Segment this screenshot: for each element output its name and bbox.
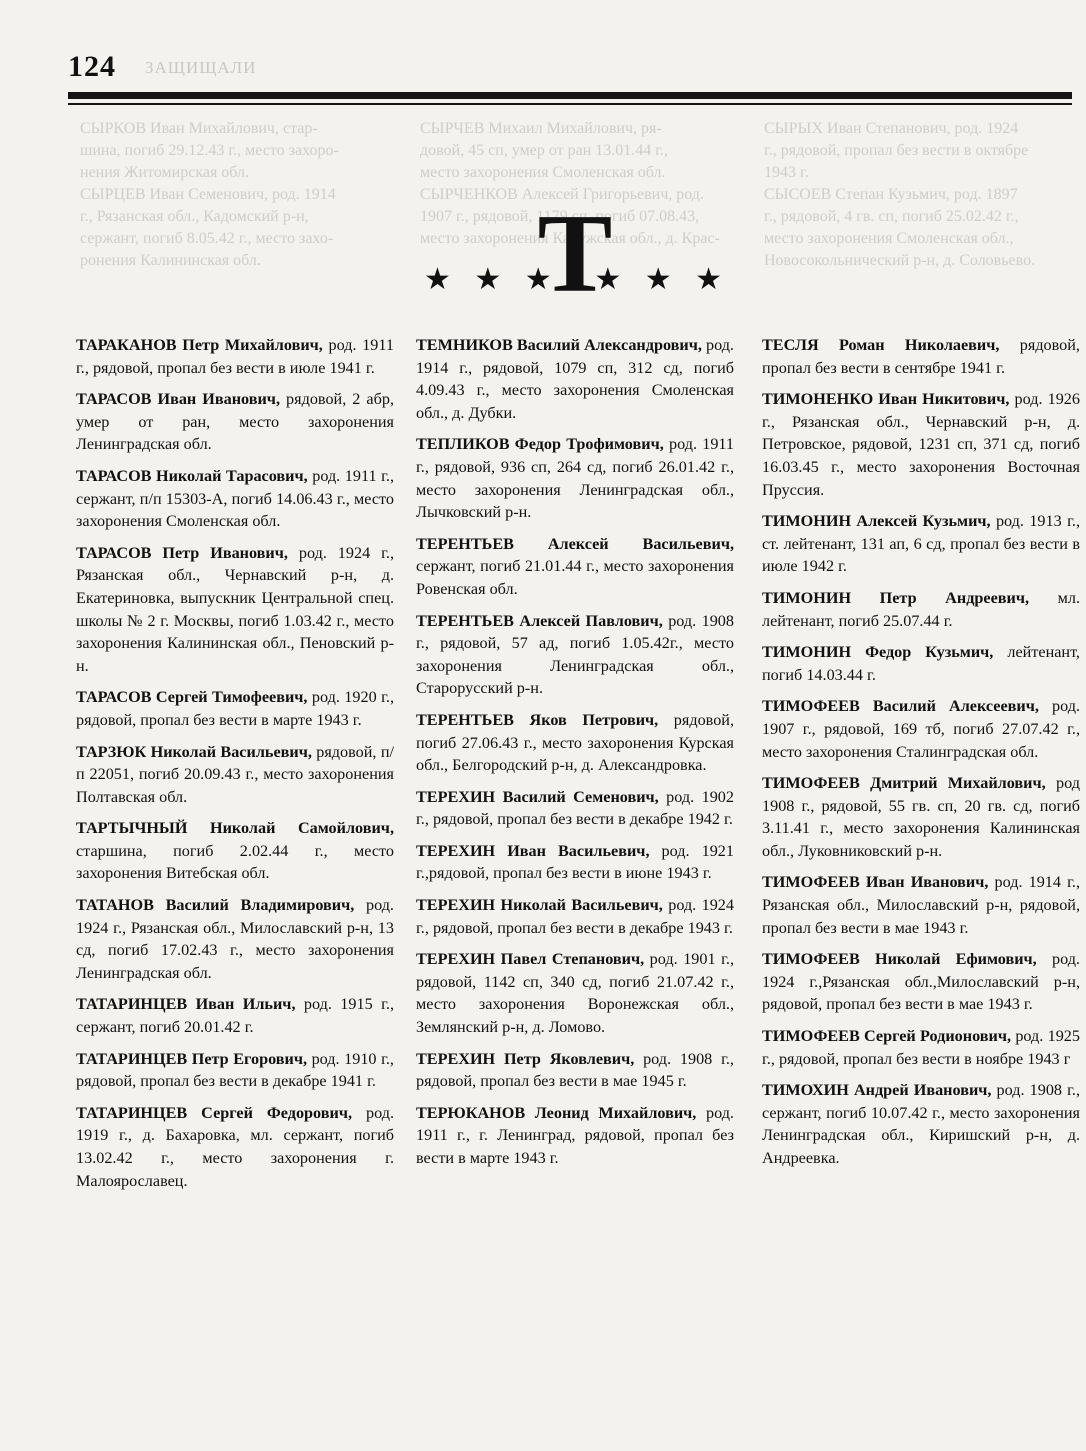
entry-name: ТАРАСОВ Николай Тарасович, bbox=[76, 466, 308, 485]
entry-name: ТЕМНИКОВ Василий Александрович, bbox=[416, 336, 702, 354]
entry-name: ТИМОФЕЕВ Николай Ефимович, bbox=[762, 950, 1037, 969]
entry-details: сержант, погиб 21.01.44 г., место захоронения Ровенская обл. bbox=[416, 557, 734, 598]
entry bbox=[762, 772, 1080, 862]
page-number: 124 bbox=[68, 50, 116, 83]
entry bbox=[416, 533, 734, 601]
entry-name: ТИМОФЕЕВ Сергей Родионович, bbox=[762, 1027, 1012, 1046]
entry-details: род. 1910 г., рядовой, пропал без вести в декабре 1941 г. bbox=[76, 1049, 394, 1091]
entry-details: род. 1924 г.,Рязанская обл.,Милославский р-н, рядовой, пропал без вести в мае 1943 г. bbox=[762, 950, 1080, 1014]
entry bbox=[76, 465, 394, 533]
entry-name: ТАТАРИНЦЕВ Сергей Федорович, bbox=[76, 1103, 352, 1122]
entry bbox=[762, 948, 1080, 1016]
entry bbox=[76, 1048, 394, 1093]
entry-details: род. 1926 г., Рязанская обл., Чернавский р-н, д. Петровское, рядовой, 1231 сп, 371 сд, погиб 16.03.45 г., место захоронения Восточная Пруссия. bbox=[762, 390, 1080, 499]
entry-details: род 1908 г., рядовой, 55 гв. сп, 20 гв. сд, погиб 3.11.41 г., место захоронения Калининская обл., Луковниковский р-н. bbox=[762, 774, 1080, 860]
entry-details: род. 1924 г., рядовой, пропал без вести в декабре 1943 г. bbox=[416, 896, 734, 937]
bleed-through-header: ЗАЩИЩАЛИ bbox=[145, 58, 257, 77]
entry-details: род. 1924 г., Рязанская обл., Чернавский р-н, д. Екатериновка, выпускник Центральной спец. школы № 2 г. Москвы, погиб 1.03.42 г., место захоронения Калининская обл., Пеновский р-н. bbox=[76, 543, 394, 675]
entry-details: рядовой, п/п 22051, погиб 20.09.43 г., место захоронения Полтавская обл. bbox=[76, 742, 394, 806]
entry-details: род. 1902 г., рядовой, пропал без вести в декабре 1942 г. bbox=[416, 787, 734, 829]
header-rule-thick bbox=[68, 92, 1072, 99]
entries-column-3 bbox=[762, 334, 1080, 1179]
entry bbox=[416, 610, 734, 700]
entry-name: ТАРАСОВ Петр Иванович, bbox=[76, 543, 288, 562]
entry bbox=[416, 894, 734, 939]
entry bbox=[76, 993, 394, 1038]
entry bbox=[416, 1102, 734, 1170]
entry-details: род. 1908 г., рядовой, 57 ад, погиб 1.05.42г., место захоронения Ленинградская обл., Старорусский р-н. bbox=[416, 611, 734, 698]
entry-name: ТЕПЛИКОВ Федор Трофимович, bbox=[416, 435, 664, 454]
entry-name: ТИМОНИН Федор Кузьмич, bbox=[762, 643, 994, 662]
entry-details: рядовой, 2 абр, умер от ран, место захоронения Ленинградская обл. bbox=[76, 390, 394, 454]
entry-name: ТИМОФЕЕВ Дмитрий Михайлович, bbox=[762, 774, 1046, 793]
section-letter: Т bbox=[537, 192, 613, 316]
bleed-through-text-col1: СЫРКОВ Иван Михайлович, стар- шина, погиб 29.12.43 г., место захоро- нения Житомирская обл. СЫРЦЕВ Иван Семенович, род. 1914 г., Рязанская обл., Кадомский р-н, сержант, погиб 8.05.42 г., место захо- ронения Калининская обл. bbox=[80, 120, 339, 269]
entry bbox=[416, 433, 734, 523]
entry-details: род. 1911 г., рядовой, пропал без вести в июле 1941 г. bbox=[76, 336, 394, 377]
entry-name: ТЕРЮКАНОВ Леонид Михайлович, bbox=[416, 1103, 697, 1122]
entry bbox=[762, 334, 1080, 379]
entry-name: ТИМОХИН Андрей Иванович, bbox=[762, 1081, 992, 1100]
entry-name: ТАРТЫЧНЫЙ Николай Самойлович, bbox=[76, 819, 394, 838]
entries-column-1 bbox=[76, 334, 394, 1201]
entry-name: ТЕРЕХИН Николай Васильевич, bbox=[416, 896, 663, 915]
entry bbox=[76, 542, 394, 678]
entry bbox=[416, 709, 734, 777]
entry-details: рядовой, погиб 27.06.43 г., место захоронения Курская обл., Белгородский р-н, д. Александровка. bbox=[416, 710, 734, 775]
entry-name: ТАТАНОВ Василий Владимирович, bbox=[76, 896, 355, 915]
entry-name: ТИМОНЕНКО Иван Никитович, bbox=[762, 390, 1010, 409]
entry-name: ТИМОФЕЕВ Василий Алексеевич, bbox=[762, 697, 1039, 716]
entry-details: род. 1915 г., сержант, погиб 20.01.42 г. bbox=[76, 995, 394, 1037]
entry-details: род. 1907 г., рядовой, 169 тб, погиб 27.07.42 г., место захоронения Сталинградская обл. bbox=[762, 697, 1080, 761]
entry bbox=[76, 388, 394, 456]
section-heading bbox=[420, 192, 730, 316]
entry-details: лейтенант, погиб 14.03.44 г. bbox=[762, 643, 1080, 684]
entry bbox=[416, 786, 734, 831]
header-rule-thin bbox=[68, 103, 1072, 105]
entry bbox=[416, 1048, 734, 1093]
entry-details: род. 1911 г., сержант, п/п 15303-А, погиб 14.06.43 г., место захоронения Смоленская обл. bbox=[76, 466, 394, 531]
entry-details: род. 1919 г., д. Бахаровка, мл. сержант, погиб 13.02.42 г., место захоронения г. Малоярославец. bbox=[76, 1103, 394, 1190]
entry bbox=[76, 334, 394, 379]
entry-name: ТЕРЕХИН Василий Семенович, bbox=[416, 787, 659, 806]
entry bbox=[416, 948, 734, 1038]
entry-name: ТЕРЕХИН Петр Яковлевич, bbox=[416, 1049, 635, 1068]
entry bbox=[762, 641, 1080, 686]
entry-name: ТЕРЕХИН Иван Васильевич, bbox=[416, 841, 650, 860]
entry bbox=[76, 817, 394, 885]
entry bbox=[76, 686, 394, 731]
entry bbox=[762, 388, 1080, 501]
entry-details: род. 1908 г., рядовой, пропал без вести в мае 1945 г. bbox=[416, 1049, 734, 1091]
entry-name: ТАТАРИНЦЕВ Иван Ильич, bbox=[76, 995, 296, 1014]
entry-name: ТАРАСОВ Сергей Тимофеевич, bbox=[76, 688, 308, 707]
entry-name: ТИМОНИН Алексей Кузьмич, bbox=[762, 512, 991, 531]
entry-name: ТЕРЕНТЬЕВ Алексей Павлович, bbox=[416, 611, 663, 630]
entry bbox=[762, 871, 1080, 939]
entry bbox=[416, 334, 734, 424]
entry bbox=[762, 1079, 1080, 1169]
entry-details: род. 1901 г., рядовой, 1142 сп, 340 сд, погиб 21.07.42 г., место захоронения Воронежская обл., Землянский р-н, д. Ломово. bbox=[416, 950, 734, 1037]
entry-details: рядовой, пропал без вести в сентябре 1941 г. bbox=[762, 336, 1080, 377]
entry bbox=[762, 587, 1080, 632]
entry-name: ТАТАРИНЦЕВ Петр Егорович, bbox=[76, 1049, 308, 1068]
entry-details: род. 1908 г., сержант, погиб 10.07.42 г., место захоронения Ленинградская обл., Киришский р-н, д. Андреевка. bbox=[762, 1081, 1080, 1167]
entry bbox=[762, 510, 1080, 578]
entry bbox=[762, 695, 1080, 763]
entry bbox=[76, 894, 394, 984]
entries-column-2 bbox=[416, 334, 734, 1179]
entry-details: род. 1911 г., рядовой, 936 сп, 264 сд, погиб 26.01.42 г., место захоронения Ленинградская обл., Лычковский р-н. bbox=[416, 435, 734, 522]
bleed-through-text-col3: СЫРЫХ Иван Степанович, род. 1924 г., рядовой, пропал без вести в октябре 1943 г. СЫСОЕВ Степан Кузьмич, род. 1897 г., рядовой, 4 гв. сп, погиб 25.02.42 г., место захоронения Смоленская обл., Новосокольнический р-н, д. Соловьево. bbox=[764, 120, 1036, 269]
entry bbox=[416, 840, 734, 885]
entry-name: ТИМОФЕЕВ Иван Иванович, bbox=[762, 873, 989, 892]
bleed-through-text-col2: СЫРЧЕВ Михаил Михайлович, ря- довой, 45 сп, умер от ран 13.01.44 г., место захоронения Смоленская обл. СЫРЧЕНКОВ Алексей Григорьевич, род. 1907 г., рядовой, 1179 сп, погиб 07.08.43, место захоронения Калужская обл., д. Крас- bbox=[420, 120, 720, 247]
entry-details: род. 1921 г.,рядовой, пропал без вести в июне 1943 г. bbox=[416, 841, 734, 883]
entry-name: ТЕРЕНТЬЕВ Яков Петрович, bbox=[416, 710, 659, 729]
entry bbox=[76, 741, 394, 809]
stars-right-ornament: ★ ★ ★ bbox=[594, 263, 730, 296]
entry-name: ТИМОНИН Петр Андреевич, bbox=[762, 588, 1030, 607]
entry-name: ТАРАСОВ Иван Иванович, bbox=[76, 390, 280, 409]
entry-details: род. 1920 г., рядовой, пропал без вести в марте 1943 г. bbox=[76, 688, 395, 729]
entry bbox=[76, 1102, 394, 1192]
stars-left-ornament: ★ ★ ★ bbox=[424, 263, 560, 296]
entry-name: ТАРАКАНОВ Петр Михайлович, bbox=[76, 336, 323, 354]
entry-details: род. 1911 г., г. Ленинград, рядовой, пропал без вести в марте 1943 г. bbox=[416, 1103, 734, 1167]
entry-name: ТАРЗЮК Николай Васильевич, bbox=[76, 742, 312, 761]
entry-details: мл. лейтенант, погиб 25.07.44 г. bbox=[762, 588, 1080, 630]
entry-details: род. 1913 г., ст. лейтенант, 131 ап, 6 сд, пропал без вести в июле 1942 г. bbox=[762, 512, 1080, 576]
entry bbox=[762, 1025, 1080, 1070]
entry-name: ТЕСЛЯ Роман Николаевич, bbox=[762, 336, 1000, 354]
entry-details: род. 1924 г., Рязанская обл., Милославский р-н, 13 сд, погиб 17.02.43 г., место захоронения Ленинградская обл. bbox=[76, 896, 394, 982]
entry-name: ТЕРЕХИН Павел Степанович, bbox=[416, 950, 645, 969]
entry-details: род. 1914 г., рядовой, 1079 сп, 312 сд, погиб 4.09.43 г., место захоронения Смоленская обл., д. Дубки. bbox=[416, 336, 734, 422]
entry-name: ТЕРЕНТЬЕВ Алексей Васильевич, bbox=[416, 534, 734, 553]
entry-details: старшина, погиб 2.02.44 г., место захоронения Витебская обл. bbox=[76, 841, 394, 883]
entry-details: род. 1914 г., Рязанская обл., Милославский р-н, рядовой, пропал без вести в мае 1943 г. bbox=[762, 873, 1080, 937]
entry-details: род. 1925 г., рядовой, пропал без вести в ноябре 1943 г bbox=[762, 1027, 1080, 1068]
